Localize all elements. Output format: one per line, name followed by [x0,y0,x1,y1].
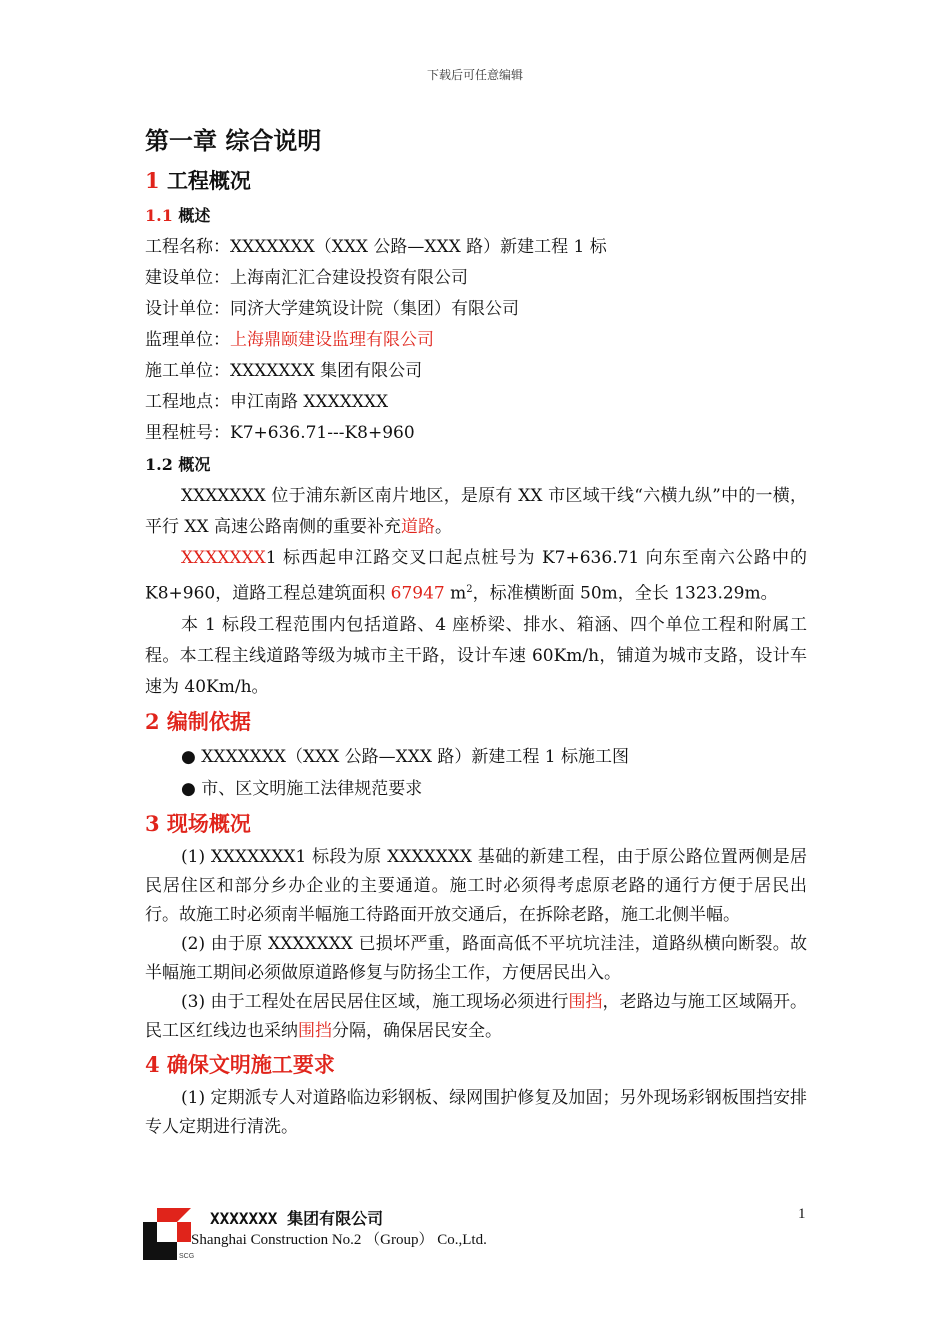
highlight-text: 67947 [390,583,445,604]
field-label: 建设单位： [145,268,230,288]
highlight-text: 围挡 [298,1020,332,1041]
field-value: XXXXXXX 集团有限公司 [230,361,423,381]
logo-text: SCG [179,1253,195,1260]
text-run: ，标准横断面 50m，全长 1323.29m。 [472,583,778,604]
list-item: ● XXXXXXX（XXX 公路—XXX 路）新建工程 1 标施工图 [181,746,630,767]
designer-row [145,294,807,325]
field-label: 里程桩号： [145,423,230,443]
section-number: 1.1 [145,206,173,225]
project-name-row [145,232,807,263]
header-note: 下载后可任意编辑 [426,68,523,82]
highlight-text: 围挡 [568,991,603,1012]
section-number: 1 [145,168,160,193]
supervisor-row [145,325,807,356]
contractor-row [145,356,807,387]
section-4-heading: 4 确保文明施工要求 [145,1051,335,1077]
section-3-heading: 3 现场概况 [145,810,251,836]
chainage-row [145,418,807,449]
paragraph-site-3 [145,988,807,1046]
section-2-heading: 2 编制依据 [145,708,251,734]
highlight-text: 道路 [401,517,436,537]
field-label: 设计单位： [145,299,230,319]
footer-company: XXXXXXX 集团有限公司 [210,1209,384,1228]
paragraph-requirements: (1) 定期派专人对道路临边彩钢板、绿网围护修复及加固；另外现场彩钢板围挡安排专人定期进行清洗。 [145,1087,807,1137]
paragraph-works: 本 1 标段工程范围内包括道路、4 座桥梁、排水、箱涵、四个单位工程和附属工程。本工程主线道路等级为城市主干路，设计车速 60Km/h，铺道为城市支路，设计车速为 40Km/h。 [145,614,807,697]
text-run: (3) 由于工程处在居民居住区域，施工现场必须进行 [181,991,569,1012]
text-run: XXXXXXX 位于浦东新区南片地区，是原有 XX 市区域干线“六横九纵”中的一横，平行 XX 高速公路南侧的重要补充 [145,486,807,537]
field-label: 监理单位： [145,330,230,350]
footer-company-english: Shanghai Construction No.2 （Group） Co.,Ltd. [191,1232,487,1248]
section-title: 工程概况 [166,168,251,193]
highlight-text: XXXXXXX [181,548,266,568]
field-value: K7+636.71---K8+960 [230,423,415,443]
field-label: 施工单位： [145,361,230,381]
field-value: 申江南路 XXXXXXX [230,392,389,412]
page-number: 1 [798,1206,806,1222]
text-run: 1 标西起申江路交叉口起点桩号为 K7+636.71 向东至南六公路中的 K8+960，道路工程总建筑面积 [145,548,807,604]
field-value: 上海鼎颐建设监理有限公司 [230,330,434,350]
field-label: 工程名称： [145,237,230,257]
paragraph-site-2: (2) 由于原 XXXXXXX 已损坏严重，路面高低不平坑坑洼洼，道路纵横向断裂。故半幅施工期间必须做原道路修复与防扬尘工作，方便居民出入。 [145,933,807,983]
section-title: 概述 [178,206,211,225]
field-label: 工程地点： [145,392,230,412]
superscript: 2 [466,584,473,595]
text-run: m [444,583,467,604]
owner-row [145,263,807,294]
field-value: XXXXXXX（XXX 公路—XXX 路）新建工程 1 标 [230,237,607,257]
field-value: 上海南汇汇合建设投资有限公司 [230,268,468,288]
text-run: 分隔，确保居民安全。 [332,1020,502,1041]
chapter-title: 第一章 综合说明 [145,126,322,155]
section-1-1-heading [145,200,807,232]
field-value: 同济大学建筑设计院（集团）有限公司 [230,299,519,319]
list-item: ● 市、区文明施工法律规范要求 [181,778,423,799]
text-run: ，老路边与施工区域隔开。民工区红线边也采纳 [145,991,808,1041]
section-1-heading [145,162,807,200]
text-run: 。 [435,517,453,537]
location-row [145,387,807,418]
section-1-2-heading: 1.2 概况 [145,455,211,474]
document-body [145,120,807,1142]
paragraph-site-1: (1) XXXXXXX1 标段为原 XXXXXXX 基础的新建工程，由于原公路位置两侧是居民居住区和部分乡办企业的主要通道。施工时必须得考虑原老路的通行方便于居民出行。故施工时必须南半幅施工待路面开放交通后，在拆除老路，施工北侧半幅。 [145,846,807,925]
paragraph-location [145,481,807,543]
paragraph-scope [145,543,807,610]
company-logo [143,1208,195,1260]
